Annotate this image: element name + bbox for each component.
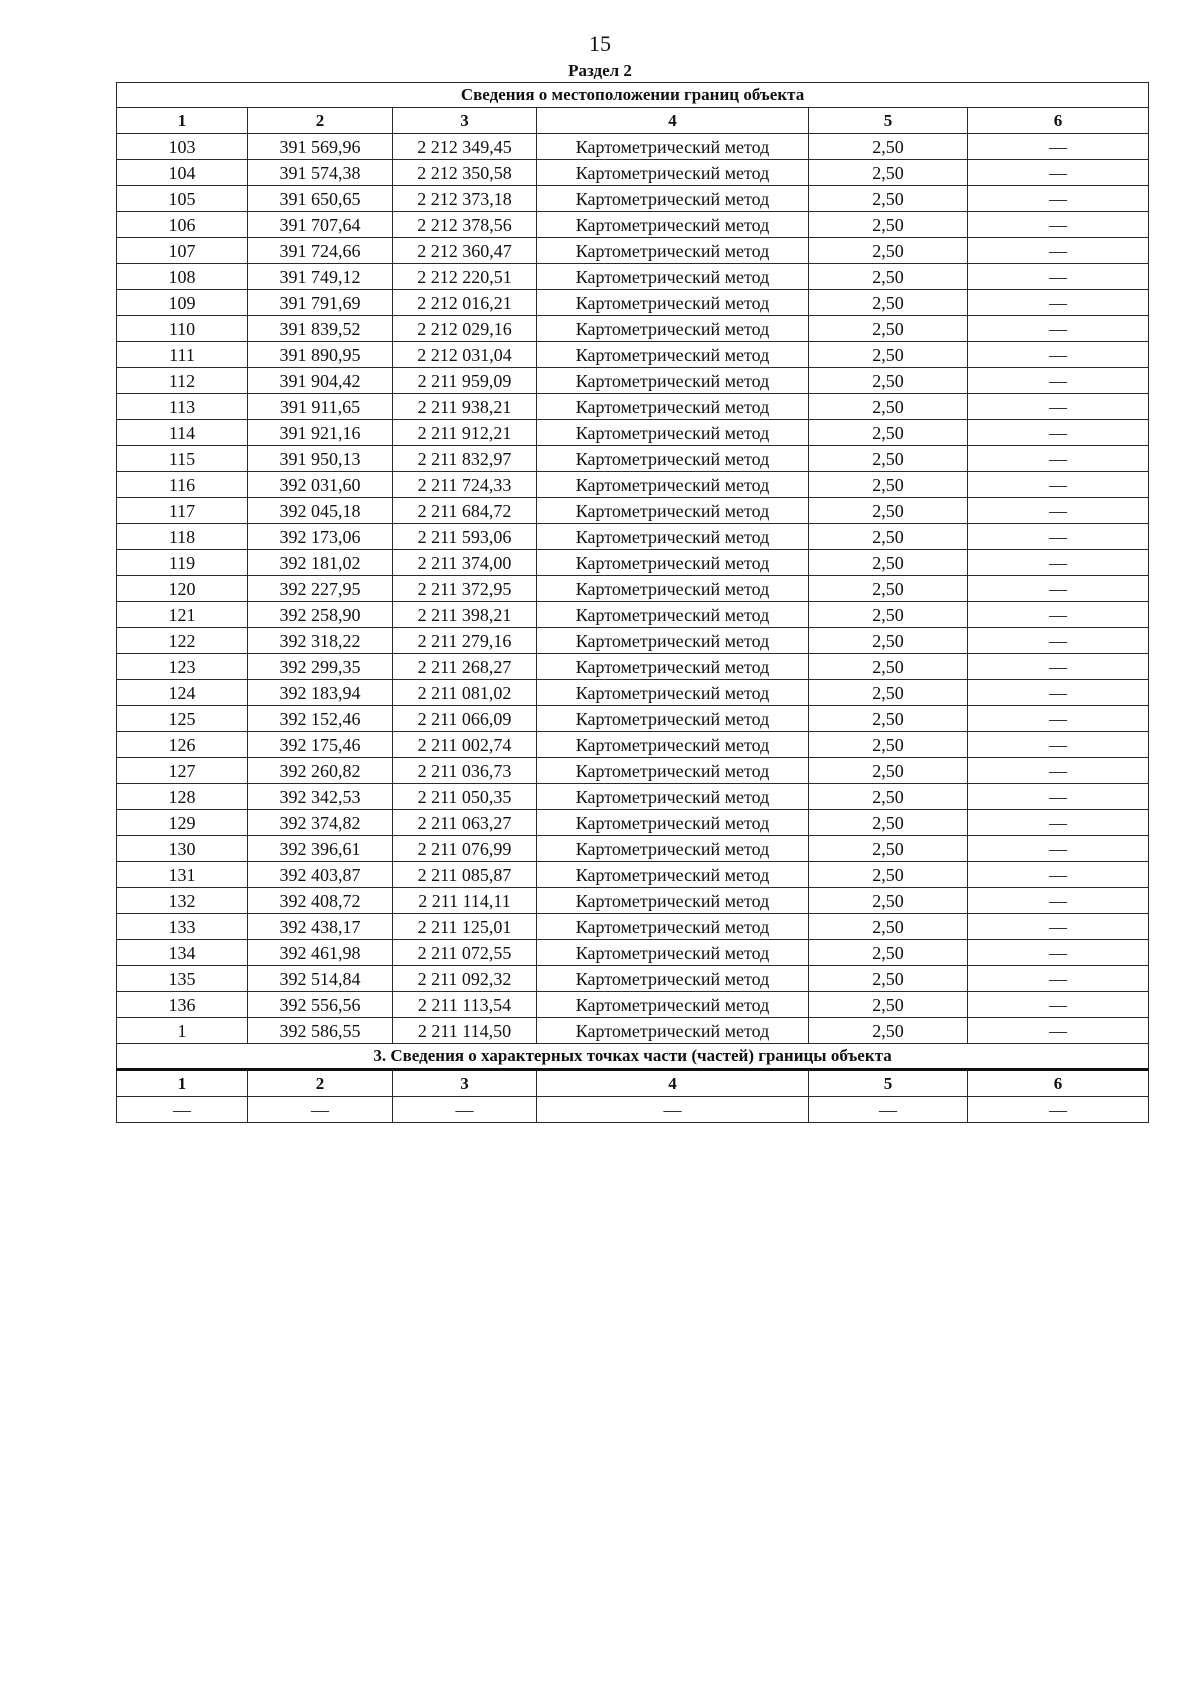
method-cell: Картометрический метод <box>537 602 809 628</box>
table-cell: — <box>809 1097 968 1123</box>
description-cell: — <box>968 212 1149 238</box>
description-cell: — <box>968 992 1149 1018</box>
point-number-cell: 108 <box>117 264 248 290</box>
description-cell: — <box>968 1018 1149 1044</box>
column-number: 1 <box>117 108 248 134</box>
method-cell: Картометрический метод <box>537 888 809 914</box>
x-coordinate-cell: 391 569,96 <box>248 134 393 160</box>
y-coordinate-cell: 2 211 114,50 <box>393 1018 537 1044</box>
description-cell: — <box>968 290 1149 316</box>
description-cell: — <box>968 394 1149 420</box>
method-cell: Картометрический метод <box>537 160 809 186</box>
description-cell: — <box>968 966 1149 992</box>
x-coordinate-cell: 392 556,56 <box>248 992 393 1018</box>
accuracy-cell: 2,50 <box>809 784 968 810</box>
y-coordinate-cell: 2 211 125,01 <box>393 914 537 940</box>
y-coordinate-cell: 2 212 031,04 <box>393 342 537 368</box>
x-coordinate-cell: 392 181,02 <box>248 550 393 576</box>
x-coordinate-cell: 392 045,18 <box>248 498 393 524</box>
table-cell: — <box>248 1097 393 1123</box>
accuracy-cell: 2,50 <box>809 420 968 446</box>
table-caption: Сведения о местоположении границ объекта <box>117 83 1149 108</box>
point-number-cell: 115 <box>117 446 248 472</box>
table-row <box>117 706 1149 732</box>
x-coordinate-cell: 391 650,65 <box>248 186 393 212</box>
method-cell: Картометрический метод <box>537 186 809 212</box>
point-number-cell: 124 <box>117 680 248 706</box>
accuracy-cell: 2,50 <box>809 238 968 264</box>
column-number: 2 <box>248 108 393 134</box>
accuracy-cell: 2,50 <box>809 160 968 186</box>
method-cell: Картометрический метод <box>537 862 809 888</box>
y-coordinate-cell: 2 211 593,06 <box>393 524 537 550</box>
column-number: 4 <box>537 1070 809 1097</box>
description-cell: — <box>968 264 1149 290</box>
y-coordinate-cell: 2 211 002,74 <box>393 732 537 758</box>
accuracy-cell: 2,50 <box>809 836 968 862</box>
point-number-cell: 126 <box>117 732 248 758</box>
point-number-cell: 111 <box>117 342 248 368</box>
description-cell: — <box>968 238 1149 264</box>
column-number: 1 <box>117 1070 248 1097</box>
description-cell: — <box>968 498 1149 524</box>
y-coordinate-cell: 2 212 029,16 <box>393 316 537 342</box>
y-coordinate-cell: 2 211 372,95 <box>393 576 537 602</box>
method-cell: Картометрический метод <box>537 498 809 524</box>
point-number-cell: 110 <box>117 316 248 342</box>
section3-column-number-row <box>117 1070 1149 1097</box>
table-row <box>117 212 1149 238</box>
table-row <box>117 888 1149 914</box>
x-coordinate-cell: 391 791,69 <box>248 290 393 316</box>
section3-caption: 3. Сведения о характерных точках части (частей) границы объекта <box>117 1044 1149 1070</box>
x-coordinate-cell: 392 586,55 <box>248 1018 393 1044</box>
x-coordinate-cell: 391 950,13 <box>248 446 393 472</box>
description-cell: — <box>968 550 1149 576</box>
boundary-table-body <box>117 83 1149 1123</box>
y-coordinate-cell: 2 211 398,21 <box>393 602 537 628</box>
x-coordinate-cell: 392 260,82 <box>248 758 393 784</box>
table-row <box>117 966 1149 992</box>
y-coordinate-cell: 2 211 076,99 <box>393 836 537 862</box>
accuracy-cell: 2,50 <box>809 316 968 342</box>
table-row <box>117 498 1149 524</box>
method-cell: Картометрический метод <box>537 836 809 862</box>
point-number-cell: 128 <box>117 784 248 810</box>
method-cell: Картометрический метод <box>537 238 809 264</box>
method-cell: Картометрический метод <box>537 394 809 420</box>
method-cell: Картометрический метод <box>537 706 809 732</box>
description-cell: — <box>968 706 1149 732</box>
point-number-cell: 106 <box>117 212 248 238</box>
accuracy-cell: 2,50 <box>809 186 968 212</box>
method-cell: Картометрический метод <box>537 264 809 290</box>
x-coordinate-cell: 392 396,61 <box>248 836 393 862</box>
point-number-cell: 129 <box>117 810 248 836</box>
point-number-cell: 130 <box>117 836 248 862</box>
accuracy-cell: 2,50 <box>809 290 968 316</box>
accuracy-cell: 2,50 <box>809 628 968 654</box>
table-caption-row <box>117 83 1149 108</box>
table-cell: — <box>968 1097 1149 1123</box>
accuracy-cell: 2,50 <box>809 862 968 888</box>
table-row <box>117 134 1149 160</box>
section-title: Раздел 2 <box>568 61 632 80</box>
x-coordinate-cell: 392 461,98 <box>248 940 393 966</box>
point-number-cell: 1 <box>117 1018 248 1044</box>
x-coordinate-cell: 392 403,87 <box>248 862 393 888</box>
y-coordinate-cell: 2 212 360,47 <box>393 238 537 264</box>
point-number-cell: 104 <box>117 160 248 186</box>
accuracy-cell: 2,50 <box>809 394 968 420</box>
method-cell: Картометрический метод <box>537 1018 809 1044</box>
y-coordinate-cell: 2 212 378,56 <box>393 212 537 238</box>
table-row <box>117 316 1149 342</box>
accuracy-cell: 2,50 <box>809 576 968 602</box>
description-cell: — <box>968 810 1149 836</box>
accuracy-cell: 2,50 <box>809 446 968 472</box>
y-coordinate-cell: 2 211 724,33 <box>393 472 537 498</box>
column-number: 5 <box>809 1070 968 1097</box>
method-cell: Картометрический метод <box>537 524 809 550</box>
point-number-cell: 105 <box>117 186 248 212</box>
table-row <box>117 342 1149 368</box>
column-number: 4 <box>537 108 809 134</box>
method-cell: Картометрический метод <box>537 992 809 1018</box>
y-coordinate-cell: 2 212 016,21 <box>393 290 537 316</box>
x-coordinate-cell: 391 904,42 <box>248 368 393 394</box>
table-row <box>117 602 1149 628</box>
column-number-row <box>117 108 1149 134</box>
point-number-cell: 116 <box>117 472 248 498</box>
y-coordinate-cell: 2 212 349,45 <box>393 134 537 160</box>
method-cell: Картометрический метод <box>537 966 809 992</box>
method-cell: Картометрический метод <box>537 290 809 316</box>
method-cell: Картометрический метод <box>537 940 809 966</box>
point-number-cell: 114 <box>117 420 248 446</box>
x-coordinate-cell: 391 574,38 <box>248 160 393 186</box>
accuracy-cell: 2,50 <box>809 602 968 628</box>
y-coordinate-cell: 2 211 279,16 <box>393 628 537 654</box>
x-coordinate-cell: 392 438,17 <box>248 914 393 940</box>
accuracy-cell: 2,50 <box>809 472 968 498</box>
method-cell: Картометрический метод <box>537 576 809 602</box>
point-number-cell: 125 <box>117 706 248 732</box>
table-row <box>117 576 1149 602</box>
accuracy-cell: 2,50 <box>809 134 968 160</box>
method-cell: Картометрический метод <box>537 810 809 836</box>
section3-data-row <box>117 1097 1149 1123</box>
table-row <box>117 160 1149 186</box>
method-cell: Картометрический метод <box>537 654 809 680</box>
table-row <box>117 862 1149 888</box>
description-cell: — <box>968 576 1149 602</box>
description-cell: — <box>968 628 1149 654</box>
point-number-cell: 112 <box>117 368 248 394</box>
table-row <box>117 810 1149 836</box>
accuracy-cell: 2,50 <box>809 888 968 914</box>
x-coordinate-cell: 392 183,94 <box>248 680 393 706</box>
table-row <box>117 836 1149 862</box>
accuracy-cell: 2,50 <box>809 966 968 992</box>
point-number-cell: 121 <box>117 602 248 628</box>
accuracy-cell: 2,50 <box>809 498 968 524</box>
column-number: 2 <box>248 1070 393 1097</box>
description-cell: — <box>968 680 1149 706</box>
table-row <box>117 290 1149 316</box>
description-cell: — <box>968 134 1149 160</box>
description-cell: — <box>968 160 1149 186</box>
method-cell: Картометрический метод <box>537 446 809 472</box>
accuracy-cell: 2,50 <box>809 940 968 966</box>
x-coordinate-cell: 392 342,53 <box>248 784 393 810</box>
table-row <box>117 784 1149 810</box>
x-coordinate-cell: 391 839,52 <box>248 316 393 342</box>
accuracy-cell: 2,50 <box>809 212 968 238</box>
boundary-table <box>116 82 1149 1123</box>
y-coordinate-cell: 2 211 938,21 <box>393 394 537 420</box>
point-number-cell: 132 <box>117 888 248 914</box>
point-number-cell: 127 <box>117 758 248 784</box>
y-coordinate-cell: 2 211 036,73 <box>393 758 537 784</box>
description-cell: — <box>968 420 1149 446</box>
x-coordinate-cell: 392 031,60 <box>248 472 393 498</box>
x-coordinate-cell: 391 707,64 <box>248 212 393 238</box>
x-coordinate-cell: 392 227,95 <box>248 576 393 602</box>
description-cell: — <box>968 446 1149 472</box>
method-cell: Картометрический метод <box>537 758 809 784</box>
point-number-cell: 122 <box>117 628 248 654</box>
x-coordinate-cell: 392 152,46 <box>248 706 393 732</box>
accuracy-cell: 2,50 <box>809 680 968 706</box>
accuracy-cell: 2,50 <box>809 1018 968 1044</box>
y-coordinate-cell: 2 211 050,35 <box>393 784 537 810</box>
y-coordinate-cell: 2 212 350,58 <box>393 160 537 186</box>
y-coordinate-cell: 2 211 072,55 <box>393 940 537 966</box>
y-coordinate-cell: 2 211 684,72 <box>393 498 537 524</box>
accuracy-cell: 2,50 <box>809 706 968 732</box>
x-coordinate-cell: 392 374,82 <box>248 810 393 836</box>
y-coordinate-cell: 2 211 959,09 <box>393 368 537 394</box>
table-row <box>117 186 1149 212</box>
point-number-cell: 120 <box>117 576 248 602</box>
accuracy-cell: 2,50 <box>809 732 968 758</box>
x-coordinate-cell: 391 911,65 <box>248 394 393 420</box>
method-cell: Картометрический метод <box>537 472 809 498</box>
method-cell: Картометрический метод <box>537 342 809 368</box>
description-cell: — <box>968 758 1149 784</box>
y-coordinate-cell: 2 211 081,02 <box>393 680 537 706</box>
method-cell: Картометрический метод <box>537 732 809 758</box>
point-number-cell: 119 <box>117 550 248 576</box>
x-coordinate-cell: 392 318,22 <box>248 628 393 654</box>
table-row <box>117 472 1149 498</box>
table-row <box>117 628 1149 654</box>
column-number: 6 <box>968 1070 1149 1097</box>
y-coordinate-cell: 2 211 063,27 <box>393 810 537 836</box>
method-cell: Картометрический метод <box>537 628 809 654</box>
method-cell: Картометрический метод <box>537 550 809 576</box>
table-row <box>117 732 1149 758</box>
table-row <box>117 264 1149 290</box>
table-row <box>117 680 1149 706</box>
description-cell: — <box>968 914 1149 940</box>
description-cell: — <box>968 186 1149 212</box>
x-coordinate-cell: 392 175,46 <box>248 732 393 758</box>
table-row <box>117 654 1149 680</box>
accuracy-cell: 2,50 <box>809 342 968 368</box>
point-number-cell: 136 <box>117 992 248 1018</box>
x-coordinate-cell: 391 724,66 <box>248 238 393 264</box>
description-cell: — <box>968 862 1149 888</box>
page-number: 15 <box>589 31 611 56</box>
accuracy-cell: 2,50 <box>809 654 968 680</box>
method-cell: Картометрический метод <box>537 784 809 810</box>
point-number-cell: 133 <box>117 914 248 940</box>
y-coordinate-cell: 2 212 373,18 <box>393 186 537 212</box>
table-row <box>117 914 1149 940</box>
accuracy-cell: 2,50 <box>809 524 968 550</box>
method-cell: Картометрический метод <box>537 368 809 394</box>
point-number-cell: 131 <box>117 862 248 888</box>
y-coordinate-cell: 2 211 066,09 <box>393 706 537 732</box>
table-row <box>117 758 1149 784</box>
y-coordinate-cell: 2 211 092,32 <box>393 966 537 992</box>
point-number-cell: 113 <box>117 394 248 420</box>
x-coordinate-cell: 392 258,90 <box>248 602 393 628</box>
method-cell: Картометрический метод <box>537 680 809 706</box>
section3-caption-row <box>117 1044 1149 1070</box>
point-number-cell: 134 <box>117 940 248 966</box>
accuracy-cell: 2,50 <box>809 914 968 940</box>
y-coordinate-cell: 2 211 114,11 <box>393 888 537 914</box>
column-number: 3 <box>393 108 537 134</box>
description-cell: — <box>968 342 1149 368</box>
description-cell: — <box>968 784 1149 810</box>
table-row <box>117 238 1149 264</box>
x-coordinate-cell: 391 749,12 <box>248 264 393 290</box>
accuracy-cell: 2,50 <box>809 550 968 576</box>
accuracy-cell: 2,50 <box>809 264 968 290</box>
x-coordinate-cell: 392 173,06 <box>248 524 393 550</box>
accuracy-cell: 2,50 <box>809 992 968 1018</box>
x-coordinate-cell: 392 299,35 <box>248 654 393 680</box>
description-cell: — <box>968 836 1149 862</box>
point-number-cell: 117 <box>117 498 248 524</box>
description-cell: — <box>968 732 1149 758</box>
description-cell: — <box>968 940 1149 966</box>
table-row <box>117 368 1149 394</box>
table-row <box>117 1018 1149 1044</box>
table-row <box>117 992 1149 1018</box>
table-cell: — <box>117 1097 248 1123</box>
method-cell: Картометрический метод <box>537 316 809 342</box>
column-number: 5 <box>809 108 968 134</box>
point-number-cell: 118 <box>117 524 248 550</box>
accuracy-cell: 2,50 <box>809 810 968 836</box>
column-number: 3 <box>393 1070 537 1097</box>
description-cell: — <box>968 654 1149 680</box>
description-cell: — <box>968 888 1149 914</box>
x-coordinate-cell: 391 921,16 <box>248 420 393 446</box>
description-cell: — <box>968 472 1149 498</box>
description-cell: — <box>968 368 1149 394</box>
table-row <box>117 524 1149 550</box>
y-coordinate-cell: 2 212 220,51 <box>393 264 537 290</box>
accuracy-cell: 2,50 <box>809 758 968 784</box>
y-coordinate-cell: 2 211 085,87 <box>393 862 537 888</box>
point-number-cell: 109 <box>117 290 248 316</box>
y-coordinate-cell: 2 211 912,21 <box>393 420 537 446</box>
table-cell: — <box>537 1097 809 1123</box>
method-cell: Картометрический метод <box>537 212 809 238</box>
table-row <box>117 420 1149 446</box>
table-row <box>117 394 1149 420</box>
description-cell: — <box>968 316 1149 342</box>
y-coordinate-cell: 2 211 374,00 <box>393 550 537 576</box>
method-cell: Картометрический метод <box>537 134 809 160</box>
description-cell: — <box>968 602 1149 628</box>
y-coordinate-cell: 2 211 113,54 <box>393 992 537 1018</box>
point-number-cell: 103 <box>117 134 248 160</box>
x-coordinate-cell: 392 514,84 <box>248 966 393 992</box>
table-row <box>117 940 1149 966</box>
point-number-cell: 135 <box>117 966 248 992</box>
x-coordinate-cell: 392 408,72 <box>248 888 393 914</box>
column-number: 6 <box>968 108 1149 134</box>
method-cell: Картометрический метод <box>537 420 809 446</box>
table-row <box>117 446 1149 472</box>
x-coordinate-cell: 391 890,95 <box>248 342 393 368</box>
y-coordinate-cell: 2 211 268,27 <box>393 654 537 680</box>
method-cell: Картометрический метод <box>537 914 809 940</box>
table-cell: — <box>393 1097 537 1123</box>
point-number-cell: 107 <box>117 238 248 264</box>
description-cell: — <box>968 524 1149 550</box>
y-coordinate-cell: 2 211 832,97 <box>393 446 537 472</box>
point-number-cell: 123 <box>117 654 248 680</box>
table-row <box>117 550 1149 576</box>
accuracy-cell: 2,50 <box>809 368 968 394</box>
